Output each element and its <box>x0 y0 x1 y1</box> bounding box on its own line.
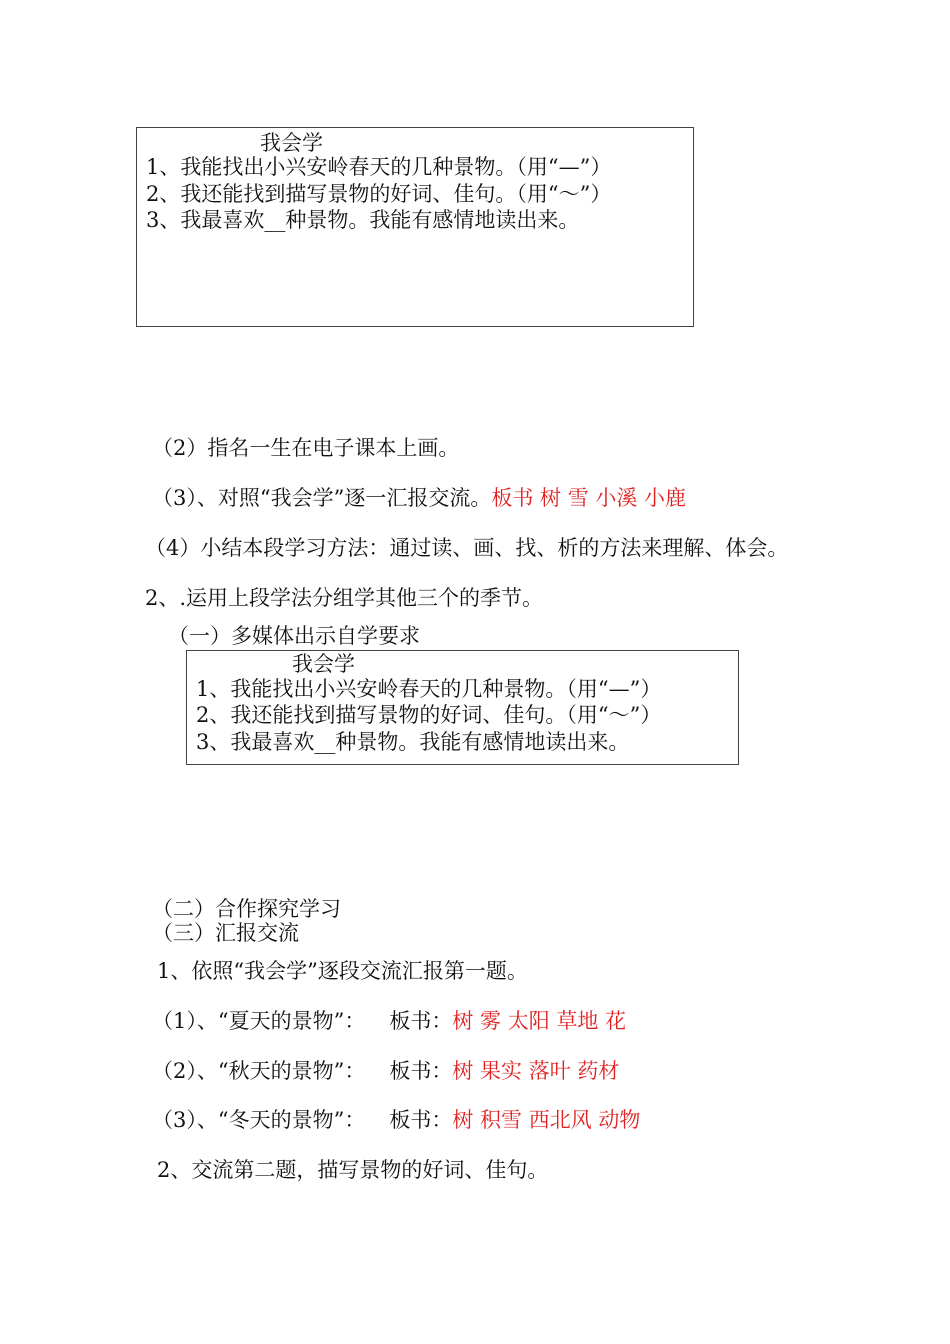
board-label: 板书： <box>389 1059 453 1083</box>
learning-goals-box-1 <box>136 127 694 327</box>
box-item: 2、我还能找到描写景物的好词、佳句。（用“～”） <box>146 182 612 206</box>
winter-board: 树 积雪 西北风 动物 <box>452 1108 641 1132</box>
sub-heading-3: （三）汇报交流 <box>152 921 299 945</box>
summer-board: 树 雾 太阳 草地 花 <box>452 1009 627 1033</box>
box-item: 2、我还能找到描写景物的好词、佳句。（用“～”） <box>196 703 662 727</box>
question-2: 2、交流第二题，描写景物的好词、佳句。 <box>157 1158 549 1182</box>
board-label: 板书： <box>389 1009 453 1033</box>
sub-heading-2: （二）合作探究学习 <box>152 897 341 921</box>
autumn-row <box>152 1058 619 1084</box>
box-item: 1、我能找出小兴安岭春天的几种景物。（用“—”） <box>196 677 662 701</box>
step-3-board: 板书 树 雪 小溪 小鹿 <box>491 486 687 510</box>
box-item: 1、我能找出小兴安岭春天的几种景物。（用“—”） <box>146 155 612 179</box>
autumn-board: 树 果实 落叶 药材 <box>452 1059 620 1083</box>
board-label: 板书： <box>389 1108 453 1132</box>
step-2: （2）指名一生在电子课本上画。 <box>152 436 460 460</box>
box-item: 3、我最喜欢__种景物。我能有感情地读出来。 <box>196 730 630 754</box>
summer-label: （1）、“夏天的景物”： <box>152 1009 366 1033</box>
sub-heading-1: （一）多媒体出示自学要求 <box>168 624 420 648</box>
step-3-label: （3）、对照“我会学”逐一汇报交流。 <box>152 486 492 510</box>
learning-goals-box-2 <box>186 650 739 765</box>
box-item: 3、我最喜欢__种景物。我能有感情地读出来。 <box>146 208 580 232</box>
step-4: （4）小结本段学习方法：通过读、画、找、析的方法来理解、体会。 <box>145 536 789 560</box>
part-2-heading: 2、.运用上段学法分组学其他三个的季节。 <box>145 586 544 610</box>
box-title: 我会学 <box>260 131 323 155</box>
box-title: 我会学 <box>292 652 355 676</box>
winter-label: （3）、“冬天的景物”： <box>152 1108 366 1132</box>
step-3 <box>152 485 686 511</box>
autumn-label: （2）、“秋天的景物”： <box>152 1059 366 1083</box>
question-1: 1、依照“我会学”逐段交流汇报第一题。 <box>157 959 528 983</box>
summer-row <box>152 1008 626 1034</box>
winter-row <box>152 1107 640 1133</box>
